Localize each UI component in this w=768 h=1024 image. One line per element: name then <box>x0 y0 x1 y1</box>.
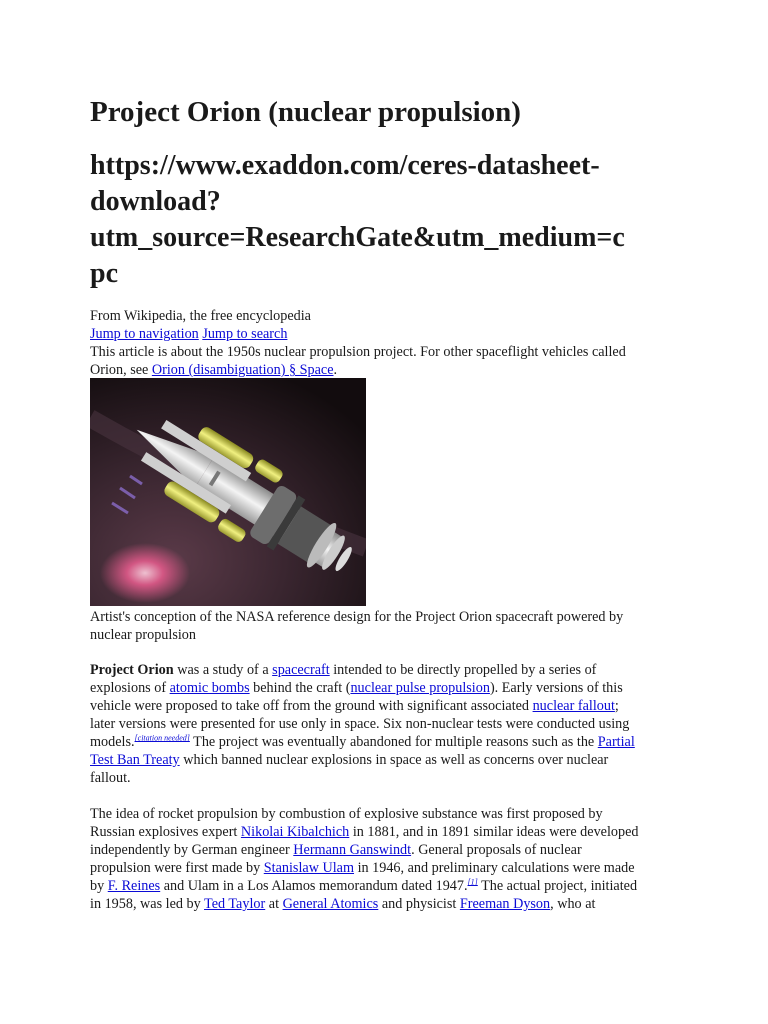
caption-line: Artist's conception of the NASA reference design for the Project Orion spacecraft powered by <box>90 609 624 625</box>
spacecraft-link[interactable]: spacecraft <box>272 662 330 678</box>
text: ; <box>614 698 619 714</box>
reines-link[interactable]: F. Reines <box>107 878 161 894</box>
text: independently by German engineer <box>90 842 294 858</box>
text: behind the craft ( <box>249 680 351 696</box>
test-ban-treaty-link[interactable]: Test Ban Treaty <box>90 752 180 768</box>
text: The idea of rocket propulsion by combustion of explosive substance was first proposed by <box>90 806 603 822</box>
reference-1-link[interactable]: [1] <box>467 877 478 887</box>
freeman-dyson-link[interactable]: Freeman Dyson <box>459 896 551 912</box>
image-caption <box>90 608 680 644</box>
page-title: Project Orion (nuclear propulsion) <box>90 96 521 128</box>
jump-to-navigation-link[interactable]: Jump to navigation <box>90 326 199 342</box>
text: , who at <box>550 896 596 912</box>
paragraph-1 <box>90 661 680 787</box>
text: The project was eventually abandoned for multiple reasons such as the <box>189 734 598 750</box>
url-line: utm_source=ResearchGate&utm_medium=c <box>90 222 625 253</box>
spacecraft-illustration <box>90 378 366 606</box>
url-heading <box>90 148 670 292</box>
text: and Ulam in a Los Alamos memorandum dated 1947. <box>160 878 468 894</box>
spacecraft-image <box>90 378 366 606</box>
p2-line <box>90 877 680 895</box>
p2-line <box>90 841 680 859</box>
p2-line <box>90 823 680 841</box>
text: ). Early versions of this <box>489 680 623 696</box>
bold-lead: Project Orion <box>90 662 174 678</box>
orion-disambiguation-link[interactable]: Orion (disambiguation) § Space <box>151 362 334 378</box>
p1-line <box>90 679 680 697</box>
ganswindt-link[interactable]: Hermann Ganswindt <box>293 842 412 858</box>
p1-line <box>90 715 680 733</box>
text: and physicist <box>378 896 460 912</box>
p1-line <box>90 751 680 769</box>
hatnote-cont <box>90 361 680 379</box>
citation-needed-link[interactable]: [citation needed] <box>134 733 190 743</box>
text: was a study of a <box>173 662 273 678</box>
p1-line <box>90 733 680 751</box>
partial-link[interactable]: Partial <box>597 734 635 750</box>
citation-sup <box>135 733 190 742</box>
tagline: From Wikipedia, the free encyclopedia <box>90 308 311 324</box>
url-line: https://www.exaddon.com/ceres-datasheet- <box>90 150 600 181</box>
text: . General proposals of nuclear <box>411 842 582 858</box>
text: by <box>90 878 108 894</box>
hatnote-text: Orion, see <box>90 362 152 378</box>
url-line: download? <box>90 186 221 217</box>
hatnote: This article is about the 1950s nuclear propulsion project. For other spaceflight vehicles called <box>90 344 626 360</box>
text: models. <box>90 734 135 750</box>
reference-sup <box>468 877 478 886</box>
p1-line <box>90 697 680 715</box>
article-intro <box>90 307 680 379</box>
text: vehicle were proposed to take off from the ground with significant associated <box>90 698 533 714</box>
text: which banned nuclear explosions in space as well as concerns over nuclear <box>179 752 609 768</box>
text: propulsion were first made by <box>90 860 264 876</box>
p2-line <box>90 805 680 823</box>
jump-to-search-link[interactable]: Jump to search <box>202 326 288 342</box>
p1-line <box>90 661 680 679</box>
text: at <box>265 896 283 912</box>
kibalchich-link[interactable]: Nikolai Kibalchich <box>240 824 350 840</box>
atomic-bombs-link[interactable]: atomic bombs <box>169 680 250 696</box>
jump-links <box>90 325 680 343</box>
text: explosions of <box>90 680 170 696</box>
text: Russian explosives expert <box>90 824 241 840</box>
text: The actual project, initiated <box>477 878 638 894</box>
caption-line: nuclear propulsion <box>90 627 196 643</box>
text: in 1946, and preliminary calculations were made <box>354 860 635 876</box>
hatnote-end: . <box>333 362 338 378</box>
nuclear-pulse-link[interactable]: nuclear pulse propulsion <box>350 680 490 696</box>
p1-line <box>90 769 680 787</box>
text: later versions were presented for use only in space. Six non-nuclear tests were conducted using <box>90 716 630 732</box>
text: intended to be directly propelled by a series of <box>329 662 597 678</box>
text: fallout. <box>90 770 131 786</box>
nuclear-fallout-link[interactable]: nuclear fallout <box>532 698 615 714</box>
p2-line <box>90 895 680 913</box>
text: in 1881, and in 1891 similar ideas were developed <box>349 824 639 840</box>
url-line: pc <box>90 258 118 289</box>
paragraph-2 <box>90 805 680 913</box>
text: in 1958, was led by <box>90 896 205 912</box>
ted-taylor-link[interactable]: Ted Taylor <box>204 896 266 912</box>
ulam-link[interactable]: Stanislaw Ulam <box>263 860 355 876</box>
general-atomics-link[interactable]: General Atomics <box>282 896 379 912</box>
p2-line <box>90 859 680 877</box>
